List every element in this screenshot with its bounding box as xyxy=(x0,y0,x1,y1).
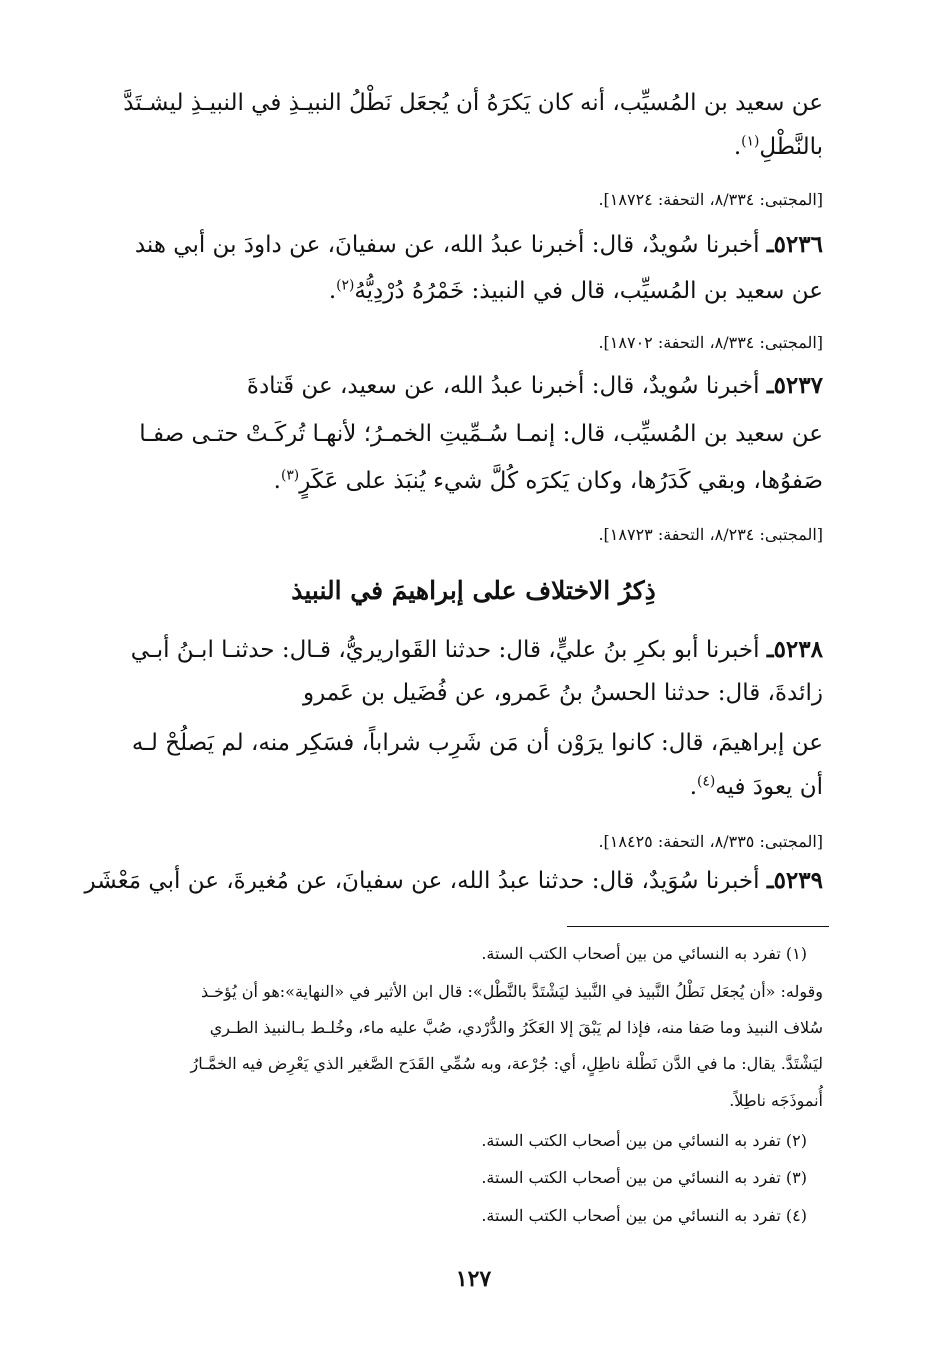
text-line-end: . xyxy=(689,774,697,800)
text-line-content: عن سعيد بن المُسيِّب، قال في النبيذ: خَمْرُهُ دُرْدِيُّهُ xyxy=(354,278,823,304)
hadith-5236-line2 xyxy=(118,277,823,304)
hadith-5237-line1 xyxy=(118,374,823,398)
reference-text: [المجتبى: ٨/٣٣٥، التحفة: ١٨٤٢٥]. xyxy=(598,832,823,851)
text-line-end: . xyxy=(273,468,281,494)
hadith-number: ٥٢٣٧ـ xyxy=(766,372,823,399)
footnote-text: (١) تفرد به النسائي من بين أصحاب الكتب الستة. xyxy=(481,944,807,963)
reference-text: [المجتبى: ٨/٣٣٤، التحفة: ١٨٧٠٢]. xyxy=(598,333,823,352)
footnote-1-line3 xyxy=(118,1020,823,1036)
footnote-marker: (٣) xyxy=(280,467,300,484)
hadith-5238-line2 xyxy=(118,682,823,705)
footnote-1-line2 xyxy=(118,984,823,1000)
footnote-1-line4 xyxy=(118,1056,823,1072)
source-reference xyxy=(118,192,823,208)
footnote-separator xyxy=(567,926,829,927)
footnote-4 xyxy=(118,1208,807,1224)
footnote-marker: (٢) xyxy=(336,277,355,294)
footnote-3 xyxy=(118,1170,807,1186)
page-number: ١٢٧ xyxy=(455,1266,492,1292)
reference-text: [المجتبى: ٨/٢٣٤، التحفة: ١٨٧٢٣]. xyxy=(598,525,823,544)
hadith-number: ٥٢٣٨ـ xyxy=(766,636,823,663)
source-reference xyxy=(118,527,823,543)
footnote-text: (٣) تفرد به النسائي من بين أصحاب الكتب الستة. xyxy=(481,1168,807,1187)
footnote-text: (٤) تفرد به النسائي من بين أصحاب الكتب الستة. xyxy=(481,1206,807,1225)
text-line-content: أخبرنا سُوَيدٌ، قال: حدثنا عبدُ الله، عن سفيانَ، عن مُغيرةَ، عن أبي مَعْشَر xyxy=(84,868,760,894)
text-line-content: أن يعودَ فيه xyxy=(715,774,823,800)
hadith-5238-line4 xyxy=(118,773,823,800)
text-line-end: . xyxy=(328,278,337,304)
text-line-content: صَفوُها، وبقي كَدَرُها، وكان يَكرَه كُلَّ شيء يُنبَذ على عَكَرٍ xyxy=(299,468,823,494)
source-reference xyxy=(118,335,823,351)
footnote-text: ليَشْتَدَّ. يقال: ما في الدَّن نَطْلة ناطِلٍ، أي: جُرْعة، وبه سُمِّي القَدَح الصَّغير الذي يَعْرِض فيه الخمَّـارُ xyxy=(190,1054,823,1073)
section-heading: ذِكرُ الاختلاف على إبراهيمَ في النبيذ xyxy=(291,576,656,605)
text-line-end: . xyxy=(733,134,742,160)
footnote-marker: (١) xyxy=(741,133,760,150)
hadith-5237-line3 xyxy=(118,467,823,494)
footnote-text: (٢) تفرد به النسائي من بين أصحاب الكتب الستة. xyxy=(481,1131,807,1150)
footnote-marker: (٤) xyxy=(697,773,716,790)
text-line xyxy=(118,92,823,115)
reference-text: [المجتبى: ٨/٣٣٤، التحفة: ١٨٧٢٤]. xyxy=(598,190,823,209)
hadith-5238-line1 xyxy=(118,638,823,662)
text-line-content: أخبرنا سُويدٌ، قال: أخبرنا عبدُ الله، عن سفيانَ، عن داودَ بن أبي هند xyxy=(134,232,760,258)
text-line-content: عن سعيد بن المُسيِّب، قال: إنمـا سُـمِّيتِ الخمـرُ؛ لأنهـا تُركَـتْ حتـى صفـا xyxy=(139,421,823,447)
footnote-2 xyxy=(118,1133,807,1149)
text-line-content: بالنَّطْلِ xyxy=(759,134,823,160)
hadith-number: ٥٢٣٩ـ xyxy=(766,867,823,894)
text-line-content: أخبرنا أبو بكرِ بنُ عليٍّ، قال: حدثنا القَواريريُّ، قـال: حدثنـا ابـنُ أبـي xyxy=(130,637,760,663)
text-line-content: أخبرنا سُويدٌ، قال: أخبرنا عبدُ الله، عن سعيد، عن قَتادةَ xyxy=(246,373,760,399)
footnote-1 xyxy=(118,946,807,962)
text-line-content: عن إبراهيمَ، قال: كانوا يرَوْن أن مَن شَرِب شراباً، فسَكِر منه، لم يَصلُحْ لـه xyxy=(131,730,823,756)
text-line-content: عن سعيد بن المُسيِّب، أنه كان يَكرَهُ أن يُجعَل نَطْلُ النبيـذِ في النبيـذِ ليشـتَدَّ xyxy=(123,90,823,116)
hadith-5236-line1 xyxy=(118,233,823,257)
source-reference xyxy=(118,834,823,850)
text-line xyxy=(118,133,823,160)
text-line-content: زائدةَ، قال: حدثنا الحسنُ بنُ عَمرو، عن فُضَيل بن عَمرو xyxy=(302,680,823,706)
hadith-5238-line3 xyxy=(118,732,823,755)
footnote-text: وقوله: «أن يُجعَل نَطْلُ النَّبيذ في النَّبيذ ليَشْتَدَّ بالنَّطْل»: قال ابن الأثير في «النهاية»:هو أن يُؤخـذ xyxy=(201,982,823,1001)
footnote-text: أُنموذَجَه ناطِلاً. xyxy=(729,1091,823,1110)
hadith-number: ٥٢٣٦ـ xyxy=(766,231,823,258)
footnote-1-line5 xyxy=(118,1093,823,1109)
footnote-text: سُلاف النبيذ وما صَفا منه، فإذا لم يَبْقَ إلا العَكَرُ والدُّرْدي، صُبَّ عليه ماء، وخُلـط بـالنبيذ الطـري xyxy=(209,1018,823,1037)
hadith-5239-line1 xyxy=(84,867,823,894)
hadith-5237-line2 xyxy=(118,423,823,446)
